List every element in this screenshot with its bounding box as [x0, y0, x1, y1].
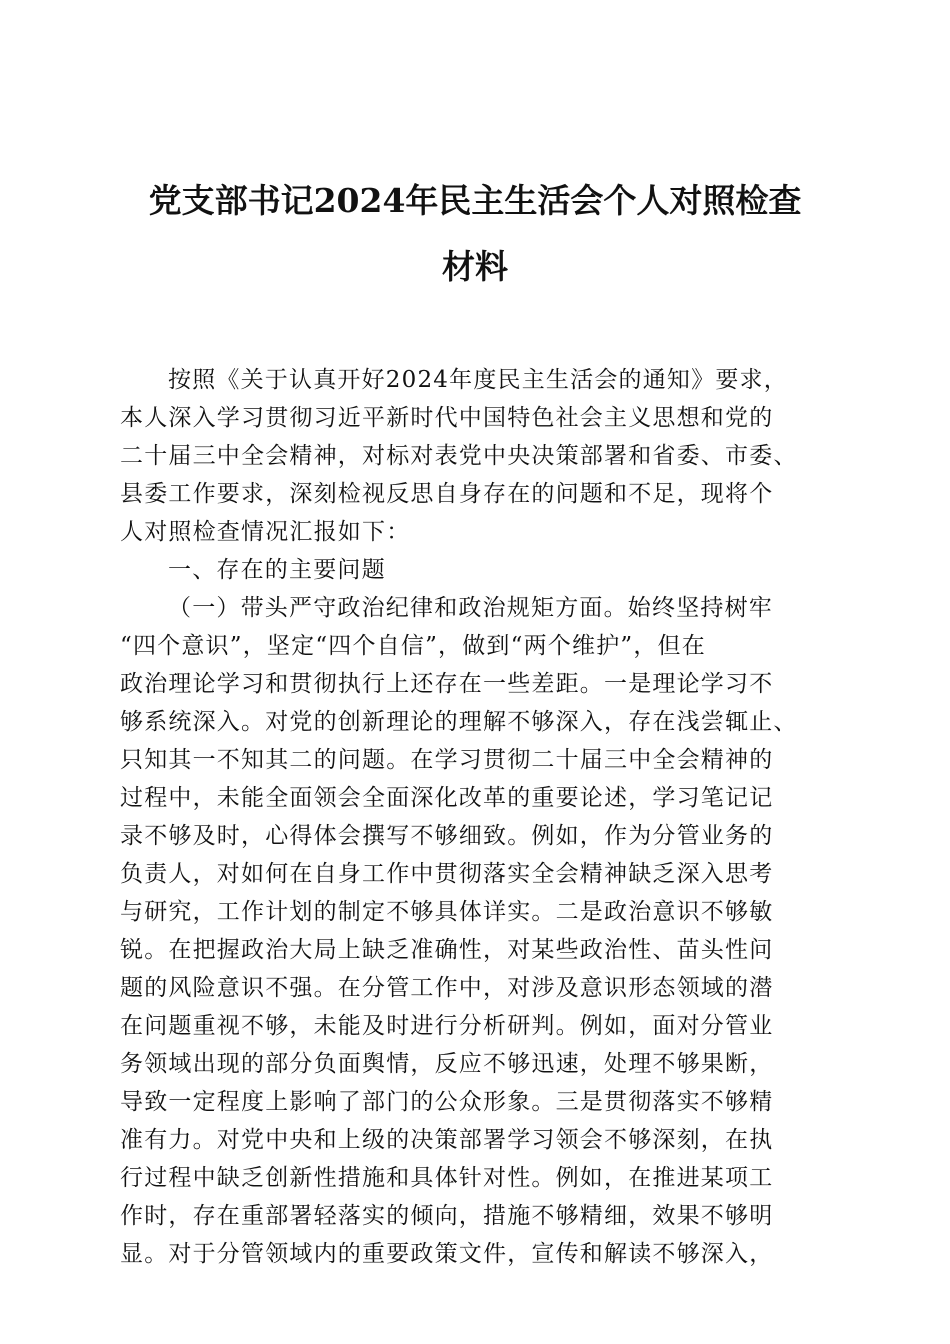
body-line: 准有力。对党中央和上级的决策部署学习领会不够深刻，在执 — [120, 1127, 774, 1153]
body-line: 按照《关于认真开好2024年度民主生活会的通知》要求， — [168, 367, 788, 393]
body-line: 政治理论学习和贯彻执行上还存在一些差距。一是理论学习不 — [120, 671, 774, 697]
body-line: 过程中，未能全面领会全面深化改革的重要论述，学习笔记记 — [120, 785, 774, 811]
body-line: 人对照检查情况汇报如下： — [120, 519, 411, 545]
body-line: 题的风险意识不强。在分管工作中，对涉及意识形态领域的潜 — [120, 975, 774, 1001]
title-line-2: 材料 — [442, 247, 508, 286]
body-line: 只知其一不知其二的问题。在学习贯彻二十届三中全会精神的 — [120, 747, 774, 773]
body-line: “四个意识”，坚定“四个自信”，做到“两个维护”，但在 — [120, 633, 706, 659]
body-line: 本人深入学习贯彻习近平新时代中国特色社会主义思想和党的 — [120, 405, 774, 431]
body-line: 二十届三中全会精神，对标对表党中央决策部署和省委、市委、 — [120, 443, 798, 469]
body-line: 录不够及时，心得体会撰写不够细致。例如，作为分管业务的 — [120, 823, 774, 849]
body-line: 够系统深入。对党的创新理论的理解不够深入，存在浅尝辄止、 — [120, 709, 798, 735]
body-line: 行过程中缺乏创新性措施和具体针对性。例如，在推进某项工 — [120, 1165, 774, 1191]
body-line: 导致一定程度上影响了部门的公众形象。三是贯彻落实不够精 — [120, 1089, 774, 1115]
body-line: 在问题重视不够，未能及时进行分析研判。例如，面对分管业 — [120, 1013, 774, 1039]
document-title — [110, 168, 840, 300]
body-line: 与研究，工作计划的制定不够具体详实。二是政治意识不够敏 — [120, 899, 774, 925]
body-line: 县委工作要求，深刻检视反思自身存在的问题和不足，现将个 — [120, 481, 774, 507]
body-line: 锐。在把握政治大局上缺乏准确性，对某些政治性、苗头性问 — [120, 937, 774, 963]
body-line: 显。对于分管领域内的重要政策文件，宣传和解读不够深入， — [120, 1241, 774, 1267]
subsection-line: （一）带头严守政治纪律和政治规矩方面。始终坚持树牢 — [168, 595, 773, 621]
body-line: 作时，存在重部署轻落实的倾向，措施不够精细，效果不够明 — [120, 1203, 774, 1229]
document-body — [120, 361, 838, 1273]
title-line-1: 党支部书记2024年民主生活会个人对照检查 — [148, 181, 802, 220]
body-line: 务领域出现的部分负面舆情，反应不够迅速，处理不够果断， — [120, 1051, 774, 1077]
body-line: 负责人，对如何在自身工作中贯彻落实全会精神缺乏深入思考 — [120, 861, 774, 887]
section-heading: 一、存在的主要问题 — [168, 557, 386, 583]
